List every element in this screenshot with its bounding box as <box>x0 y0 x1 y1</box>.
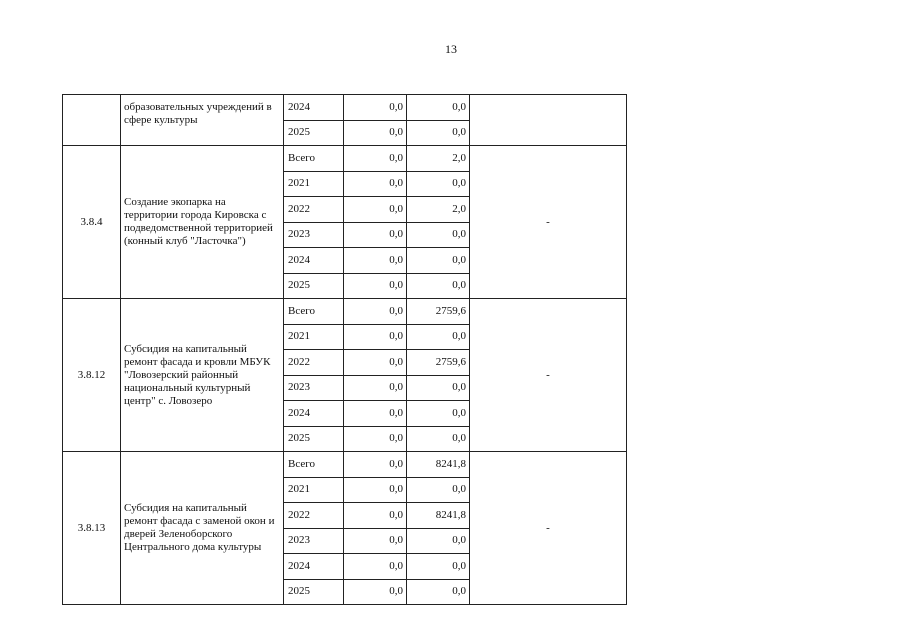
value-cell: 0,0 <box>407 477 470 503</box>
year-cell: 2022 <box>284 503 344 529</box>
value-cell: 0,0 <box>344 273 407 299</box>
item-number-cell: 3.8.12 <box>63 299 121 452</box>
value-cell: 0,0 <box>344 146 407 172</box>
year-cell: 2025 <box>284 120 344 146</box>
value-cell: 0,0 <box>407 554 470 580</box>
value-cell: 0,0 <box>344 477 407 503</box>
value-cell: 0,0 <box>344 324 407 350</box>
year-cell: 2025 <box>284 273 344 299</box>
value-cell: 0,0 <box>407 222 470 248</box>
item-name-cell: Создание экопарка на территории города Кировска с подведомственной территорией (конный клуб "Ласточка") <box>121 146 284 299</box>
value-cell: 0,0 <box>344 503 407 529</box>
value-cell: 0,0 <box>344 95 407 121</box>
value-cell: 0,0 <box>407 171 470 197</box>
value-cell: 0,0 <box>344 350 407 376</box>
table-row <box>63 95 627 121</box>
year-cell: Всего <box>284 299 344 325</box>
value-cell: 0,0 <box>407 95 470 121</box>
year-cell: 2023 <box>284 222 344 248</box>
value-cell: 0,0 <box>344 197 407 223</box>
year-cell: 2022 <box>284 350 344 376</box>
year-cell: 2023 <box>284 528 344 554</box>
value-cell: 0,0 <box>344 426 407 452</box>
value-cell: 0,0 <box>407 401 470 427</box>
value-cell: 0,0 <box>407 248 470 274</box>
value-cell: 0,0 <box>407 324 470 350</box>
year-cell: 2024 <box>284 248 344 274</box>
value-cell: 0,0 <box>407 426 470 452</box>
year-cell: 2021 <box>284 324 344 350</box>
value-cell: 0,0 <box>407 273 470 299</box>
page-number: 13 <box>445 42 457 56</box>
year-cell: 2023 <box>284 375 344 401</box>
year-cell: 2021 <box>284 477 344 503</box>
value-cell: 0,0 <box>407 120 470 146</box>
value-cell: 2,0 <box>407 146 470 172</box>
value-cell: 0,0 <box>344 452 407 478</box>
item-number-cell: 3.8.13 <box>63 452 121 605</box>
year-cell: 2022 <box>284 197 344 223</box>
value-cell: 0,0 <box>344 248 407 274</box>
program-table <box>62 94 627 605</box>
value-cell: 0,0 <box>407 528 470 554</box>
value-cell: 0,0 <box>407 579 470 605</box>
item-name-cell: Субсидия на капитальный ремонт фасада и кровли МБУК "Ловозерский районный национальный культурный центр" с. Ловозеро <box>121 299 284 452</box>
value-cell: 2759,6 <box>407 299 470 325</box>
value-cell: 0,0 <box>344 171 407 197</box>
value-cell: 0,0 <box>344 401 407 427</box>
year-cell: 2025 <box>284 426 344 452</box>
item-name-cell: образовательных учреждений в сфере культуры <box>121 95 284 146</box>
value-cell: 0,0 <box>344 528 407 554</box>
item-number-cell: 3.8.4 <box>63 146 121 299</box>
value-cell: 8241,8 <box>407 452 470 478</box>
year-cell: 2024 <box>284 95 344 121</box>
result-cell: - <box>470 452 627 605</box>
value-cell: 0,0 <box>344 554 407 580</box>
year-cell: Всего <box>284 452 344 478</box>
value-cell: 0,0 <box>344 375 407 401</box>
value-cell: 2,0 <box>407 197 470 223</box>
year-cell: 2025 <box>284 579 344 605</box>
year-cell: 2024 <box>284 401 344 427</box>
year-cell: Всего <box>284 146 344 172</box>
value-cell: 0,0 <box>344 299 407 325</box>
item-name-cell: Субсидия на капитальный ремонт фасада с заменой окон и дверей Зеленоборского Центрального дома культуры <box>121 452 284 605</box>
value-cell: 2759,6 <box>407 350 470 376</box>
table-row <box>63 299 627 325</box>
table-row <box>63 146 627 172</box>
result-cell <box>470 95 627 146</box>
value-cell: 0,0 <box>344 222 407 248</box>
value-cell: 0,0 <box>344 579 407 605</box>
year-cell: 2021 <box>284 171 344 197</box>
year-cell: 2024 <box>284 554 344 580</box>
value-cell: 8241,8 <box>407 503 470 529</box>
value-cell: 0,0 <box>407 375 470 401</box>
result-cell: - <box>470 146 627 299</box>
value-cell: 0,0 <box>344 120 407 146</box>
item-number-cell <box>63 95 121 146</box>
result-cell: - <box>470 299 627 452</box>
program-table-body <box>63 95 627 605</box>
table-row <box>63 452 627 478</box>
